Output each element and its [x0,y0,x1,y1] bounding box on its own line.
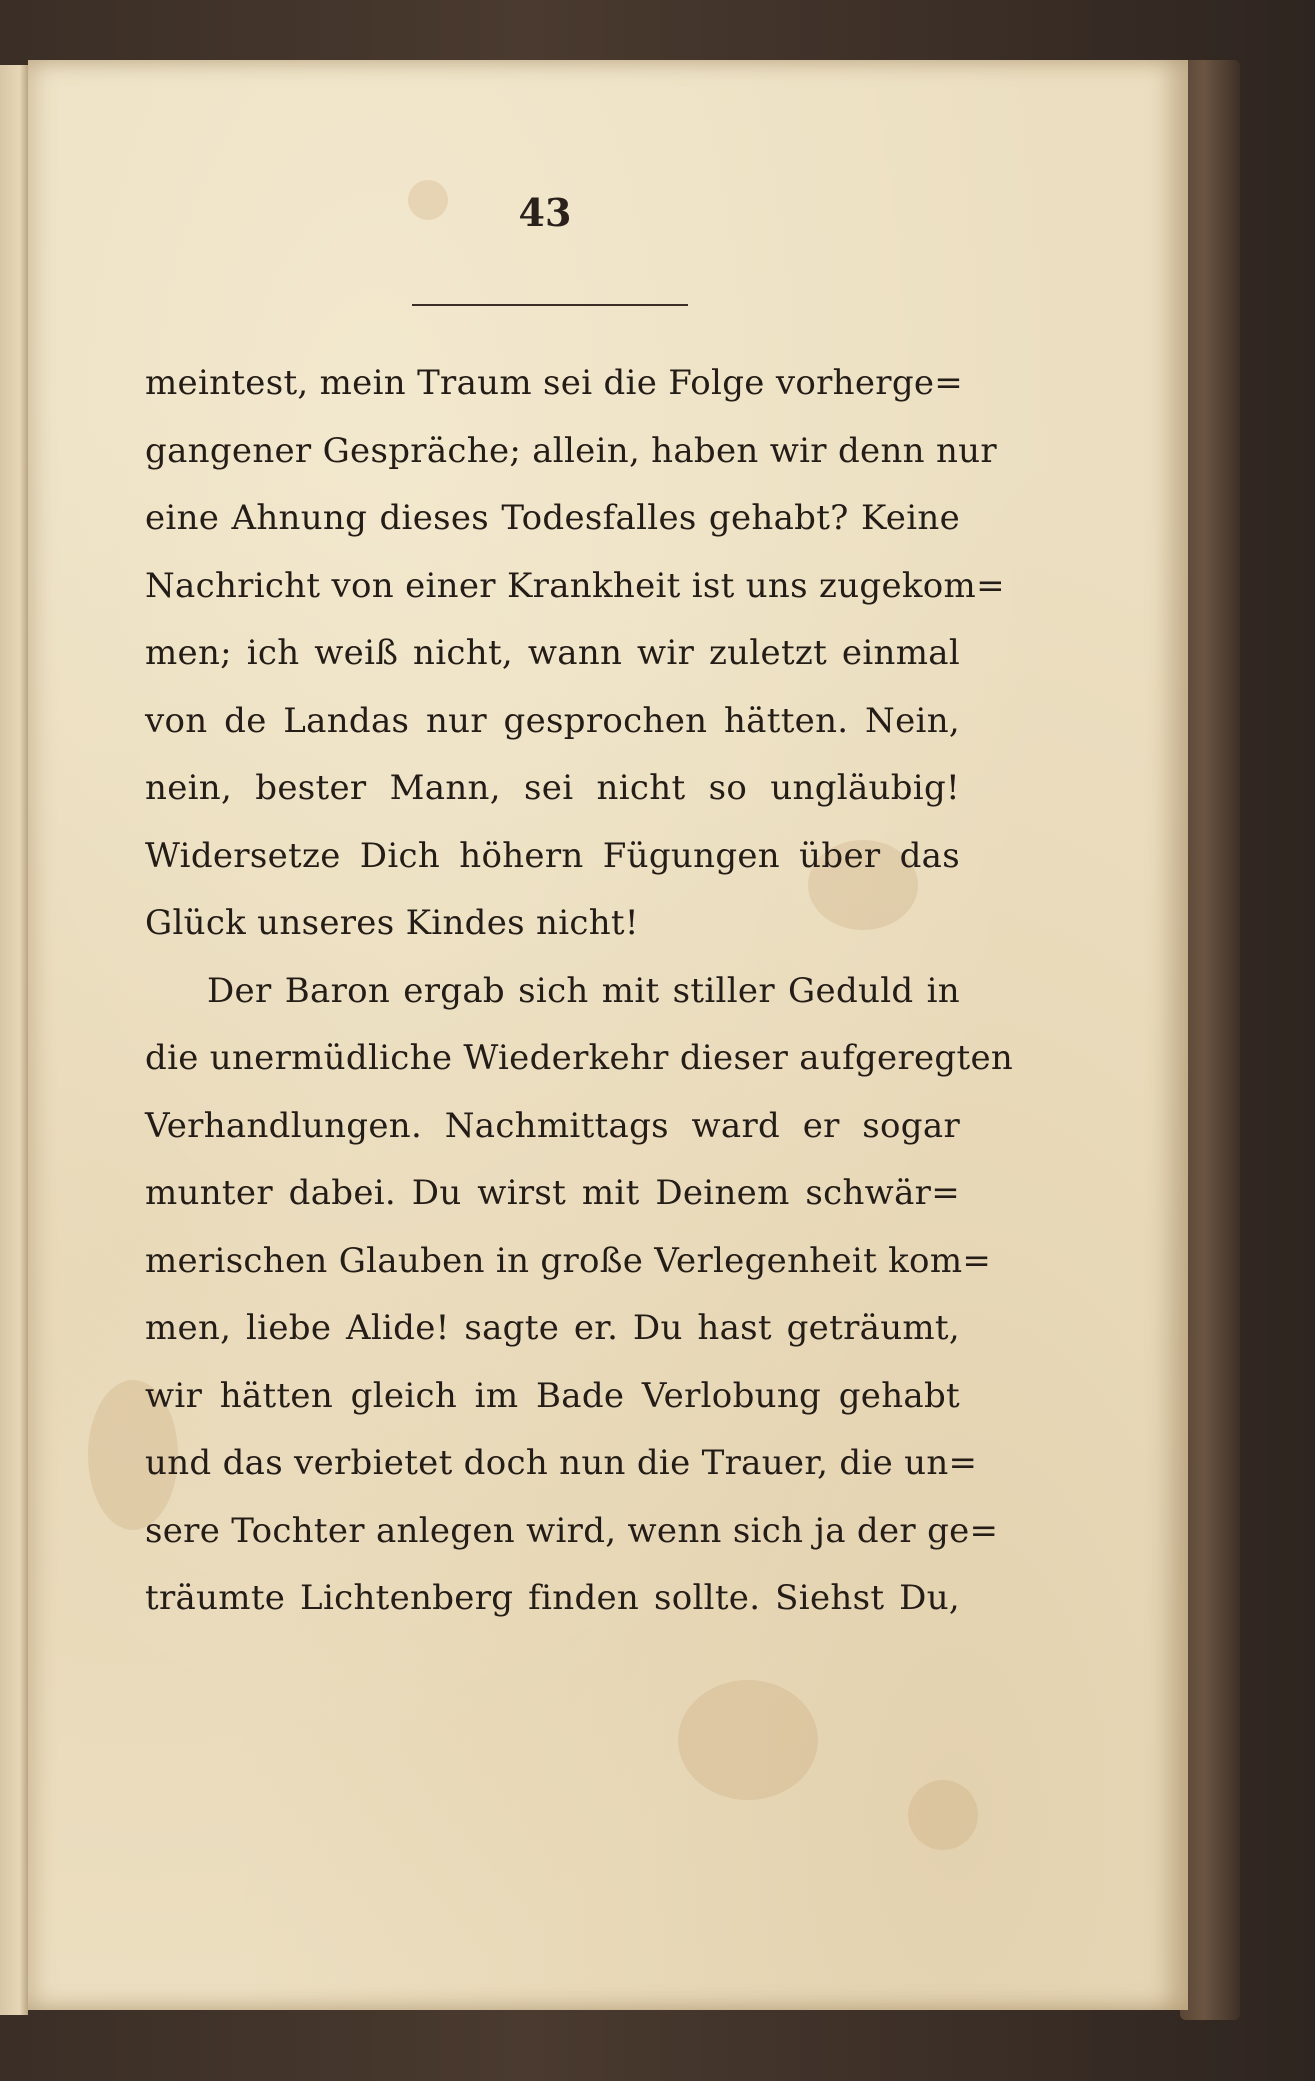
text-line: meintest, mein Traum sei die Folge vorherge= [145,363,964,403]
book-cover-edge [1180,60,1240,2020]
text-line: merischen Glauben in große Verlegenheit kom= [145,1240,992,1281]
text-line: men; ich weiß nicht, wann wir zuletzt einmal [145,633,960,673]
text-line: die unermüdliche Wiederkehr dieser aufgeregten [145,1038,1014,1078]
text-line: sere Tochter anlegen wird, wenn sich ja der ge= [145,1510,999,1551]
text-line: gangener Gespräche; allein, haben wir denn nur [145,430,997,471]
text-line: Widersetze Dich höhern Fügungen über das [145,835,960,876]
paper-stain [908,1780,978,1850]
text-line: nein, bester Mann, sei nicht so ungläubig! [145,768,960,808]
text-line: men, liebe Alide! sagte er. Du hast geträumt, [145,1308,960,1348]
body-text [145,350,1014,1633]
previous-page-edge [0,65,28,2015]
page-number: 43 [518,190,572,235]
text-line: Glück unseres Kindes nicht! [145,903,639,943]
header-rule [412,304,688,306]
text-line: munter dabei. Du wirst mit Deinem schwär= [145,1173,960,1213]
text-line: Der Baron ergab sich mit stiller Geduld in [207,970,960,1011]
text-line: eine Ahnung dieses Todesfalles gehabt? Keine [145,498,960,538]
text-line: und das verbietet doch nun die Trauer, die un= [145,1443,978,1483]
text-line: von de Landas nur gesprochen hätten. Nein, [145,700,960,741]
text-line: träumte Lichtenberg finden sollte. Siehst Du, [145,1578,960,1618]
text-line: Verhandlungen. Nachmittags ward er sogar [145,1105,960,1146]
text-line: Nachricht von einer Krankheit ist uns zugekom= [145,565,1005,606]
paper-stain [678,1680,818,1800]
text-line: wir hätten gleich im Bade Verlobung gehabt [145,1375,960,1416]
